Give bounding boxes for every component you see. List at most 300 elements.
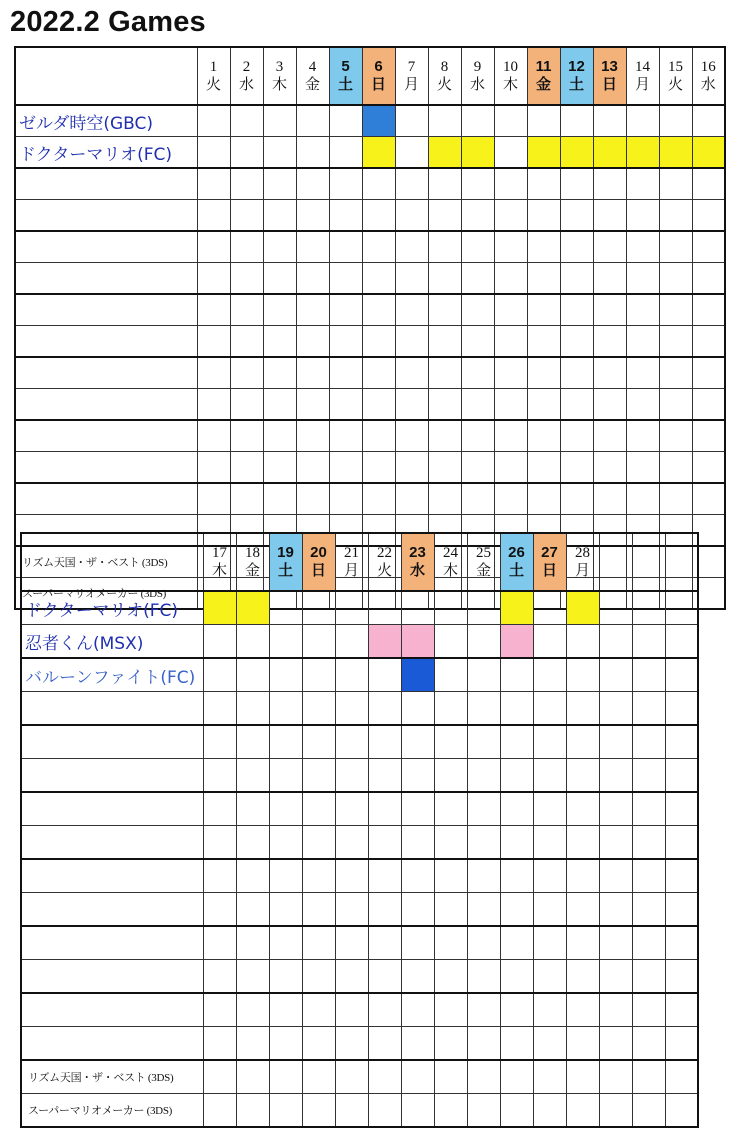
- play-day-cell[interactable]: [500, 893, 533, 927]
- play-day-cell[interactable]: [500, 826, 533, 860]
- play-day-cell[interactable]: [230, 420, 263, 452]
- play-day-cell[interactable]: [335, 893, 368, 927]
- play-day-cell[interactable]: [494, 168, 527, 200]
- play-day-cell[interactable]: [527, 263, 560, 295]
- play-day-cell[interactable]: [599, 591, 632, 625]
- play-day-cell[interactable]: [335, 658, 368, 692]
- play-day-cell[interactable]: [665, 692, 698, 726]
- play-day-cell[interactable]: [560, 357, 593, 389]
- play-day-cell[interactable]: [599, 658, 632, 692]
- play-day-cell[interactable]: [533, 993, 566, 1027]
- play-day-cell[interactable]: [368, 826, 401, 860]
- play-day-cell[interactable]: [428, 483, 461, 515]
- play-day-cell[interactable]: [527, 389, 560, 421]
- play-day-cell[interactable]: [368, 591, 401, 625]
- play-day-cell[interactable]: [500, 692, 533, 726]
- play-day-cell[interactable]: [467, 625, 500, 659]
- play-day-cell[interactable]: [665, 1094, 698, 1128]
- play-day-cell[interactable]: [269, 960, 302, 994]
- play-day-cell[interactable]: [599, 859, 632, 893]
- play-day-cell[interactable]: [302, 960, 335, 994]
- play-day-cell[interactable]: [665, 893, 698, 927]
- play-day-cell[interactable]: [434, 792, 467, 826]
- play-day-cell[interactable]: [566, 926, 599, 960]
- play-day-cell[interactable]: [296, 105, 329, 137]
- play-day-cell[interactable]: [659, 326, 692, 358]
- play-day-cell[interactable]: [230, 389, 263, 421]
- play-day-cell[interactable]: [632, 1027, 665, 1061]
- play-day-cell[interactable]: [692, 231, 725, 263]
- played-marker-yellow[interactable]: [362, 137, 395, 169]
- play-day-cell[interactable]: [467, 993, 500, 1027]
- play-day-cell[interactable]: [494, 105, 527, 137]
- play-day-cell[interactable]: [362, 420, 395, 452]
- play-day-cell[interactable]: [395, 168, 428, 200]
- play-day-cell[interactable]: [329, 294, 362, 326]
- play-day-cell[interactable]: [560, 105, 593, 137]
- play-day-cell[interactable]: [593, 452, 626, 484]
- play-day-cell[interactable]: [395, 389, 428, 421]
- play-day-cell[interactable]: [362, 357, 395, 389]
- play-day-cell[interactable]: [335, 625, 368, 659]
- play-day-cell[interactable]: [494, 357, 527, 389]
- play-day-cell[interactable]: [527, 483, 560, 515]
- play-day-cell[interactable]: [197, 483, 230, 515]
- play-day-cell[interactable]: [434, 893, 467, 927]
- play-day-cell[interactable]: [494, 483, 527, 515]
- play-day-cell[interactable]: [329, 231, 362, 263]
- play-day-cell[interactable]: [263, 420, 296, 452]
- play-day-cell[interactable]: [467, 893, 500, 927]
- play-day-cell[interactable]: [302, 893, 335, 927]
- play-day-cell[interactable]: [692, 200, 725, 232]
- play-day-cell[interactable]: [434, 625, 467, 659]
- play-day-cell[interactable]: [401, 893, 434, 927]
- played-marker-pink[interactable]: [401, 625, 434, 659]
- play-day-cell[interactable]: [362, 326, 395, 358]
- play-day-cell[interactable]: [401, 960, 434, 994]
- play-day-cell[interactable]: [461, 263, 494, 295]
- played-marker-pink[interactable]: [500, 625, 533, 659]
- play-day-cell[interactable]: [335, 826, 368, 860]
- play-day-cell[interactable]: [593, 105, 626, 137]
- play-day-cell[interactable]: [500, 1094, 533, 1128]
- play-day-cell[interactable]: [269, 859, 302, 893]
- play-day-cell[interactable]: [659, 200, 692, 232]
- play-day-cell[interactable]: [236, 826, 269, 860]
- play-day-cell[interactable]: [230, 357, 263, 389]
- play-day-cell[interactable]: [263, 389, 296, 421]
- play-day-cell[interactable]: [434, 926, 467, 960]
- play-day-cell[interactable]: [197, 389, 230, 421]
- play-day-cell[interactable]: [401, 1094, 434, 1128]
- play-day-cell[interactable]: [362, 168, 395, 200]
- play-day-cell[interactable]: [269, 993, 302, 1027]
- play-day-cell[interactable]: [428, 263, 461, 295]
- play-day-cell[interactable]: [236, 893, 269, 927]
- play-day-cell[interactable]: [626, 105, 659, 137]
- play-day-cell[interactable]: [434, 692, 467, 726]
- play-day-cell[interactable]: [395, 137, 428, 169]
- play-day-cell[interactable]: [500, 725, 533, 759]
- play-day-cell[interactable]: [335, 1094, 368, 1128]
- play-day-cell[interactable]: [659, 263, 692, 295]
- play-day-cell[interactable]: [230, 168, 263, 200]
- play-day-cell[interactable]: [434, 993, 467, 1027]
- play-day-cell[interactable]: [296, 326, 329, 358]
- play-day-cell[interactable]: [263, 357, 296, 389]
- play-day-cell[interactable]: [626, 389, 659, 421]
- play-day-cell[interactable]: [203, 725, 236, 759]
- play-day-cell[interactable]: [302, 1027, 335, 1061]
- play-day-cell[interactable]: [692, 326, 725, 358]
- play-day-cell[interactable]: [230, 137, 263, 169]
- play-day-cell[interactable]: [692, 389, 725, 421]
- play-day-cell[interactable]: [302, 1060, 335, 1094]
- play-day-cell[interactable]: [434, 1060, 467, 1094]
- play-day-cell[interactable]: [692, 168, 725, 200]
- play-day-cell[interactable]: [632, 826, 665, 860]
- play-day-cell[interactable]: [500, 1027, 533, 1061]
- play-day-cell[interactable]: [203, 625, 236, 659]
- play-day-cell[interactable]: [434, 859, 467, 893]
- play-day-cell[interactable]: [533, 926, 566, 960]
- played-marker-yellow[interactable]: [527, 137, 560, 169]
- play-day-cell[interactable]: [197, 420, 230, 452]
- play-day-cell[interactable]: [599, 792, 632, 826]
- play-day-cell[interactable]: [395, 294, 428, 326]
- play-day-cell[interactable]: [566, 893, 599, 927]
- play-day-cell[interactable]: [593, 231, 626, 263]
- play-day-cell[interactable]: [461, 357, 494, 389]
- play-day-cell[interactable]: [203, 926, 236, 960]
- play-day-cell[interactable]: [632, 792, 665, 826]
- play-day-cell[interactable]: [461, 420, 494, 452]
- play-day-cell[interactable]: [461, 105, 494, 137]
- play-day-cell[interactable]: [269, 725, 302, 759]
- play-day-cell[interactable]: [236, 1060, 269, 1094]
- play-day-cell[interactable]: [659, 294, 692, 326]
- play-day-cell[interactable]: [302, 725, 335, 759]
- play-day-cell[interactable]: [494, 231, 527, 263]
- play-day-cell[interactable]: [461, 168, 494, 200]
- play-day-cell[interactable]: [230, 200, 263, 232]
- play-day-cell[interactable]: [566, 826, 599, 860]
- play-day-cell[interactable]: [401, 1027, 434, 1061]
- play-day-cell[interactable]: [626, 452, 659, 484]
- play-day-cell[interactable]: [203, 792, 236, 826]
- play-day-cell[interactable]: [626, 263, 659, 295]
- play-day-cell[interactable]: [197, 168, 230, 200]
- play-day-cell[interactable]: [197, 263, 230, 295]
- play-day-cell[interactable]: [230, 105, 263, 137]
- play-day-cell[interactable]: [329, 137, 362, 169]
- play-day-cell[interactable]: [203, 692, 236, 726]
- play-day-cell[interactable]: [203, 960, 236, 994]
- play-day-cell[interactable]: [665, 1027, 698, 1061]
- play-day-cell[interactable]: [632, 1060, 665, 1094]
- play-day-cell[interactable]: [527, 200, 560, 232]
- play-day-cell[interactable]: [665, 826, 698, 860]
- play-day-cell[interactable]: [560, 231, 593, 263]
- play-day-cell[interactable]: [203, 658, 236, 692]
- play-day-cell[interactable]: [494, 137, 527, 169]
- play-day-cell[interactable]: [335, 859, 368, 893]
- play-day-cell[interactable]: [368, 759, 401, 793]
- play-day-cell[interactable]: [560, 389, 593, 421]
- play-day-cell[interactable]: [632, 859, 665, 893]
- play-day-cell[interactable]: [692, 452, 725, 484]
- play-day-cell[interactable]: [560, 168, 593, 200]
- play-day-cell[interactable]: [467, 658, 500, 692]
- played-marker-deep_blue[interactable]: [401, 658, 434, 692]
- play-day-cell[interactable]: [566, 859, 599, 893]
- play-day-cell[interactable]: [665, 759, 698, 793]
- play-day-cell[interactable]: [263, 200, 296, 232]
- play-day-cell[interactable]: [434, 960, 467, 994]
- play-day-cell[interactable]: [467, 759, 500, 793]
- play-day-cell[interactable]: [269, 1094, 302, 1128]
- play-day-cell[interactable]: [461, 389, 494, 421]
- play-day-cell[interactable]: [665, 725, 698, 759]
- play-day-cell[interactable]: [533, 591, 566, 625]
- play-day-cell[interactable]: [329, 263, 362, 295]
- play-day-cell[interactable]: [269, 926, 302, 960]
- play-day-cell[interactable]: [263, 483, 296, 515]
- play-day-cell[interactable]: [329, 200, 362, 232]
- play-day-cell[interactable]: [236, 960, 269, 994]
- play-day-cell[interactable]: [494, 326, 527, 358]
- play-day-cell[interactable]: [236, 759, 269, 793]
- play-day-cell[interactable]: [566, 960, 599, 994]
- play-day-cell[interactable]: [329, 168, 362, 200]
- play-day-cell[interactable]: [659, 389, 692, 421]
- play-day-cell[interactable]: [566, 759, 599, 793]
- play-day-cell[interactable]: [599, 625, 632, 659]
- play-day-cell[interactable]: [494, 200, 527, 232]
- play-day-cell[interactable]: [593, 326, 626, 358]
- play-day-cell[interactable]: [692, 263, 725, 295]
- play-day-cell[interactable]: [434, 725, 467, 759]
- play-day-cell[interactable]: [566, 725, 599, 759]
- play-day-cell[interactable]: [533, 1060, 566, 1094]
- play-day-cell[interactable]: [401, 926, 434, 960]
- play-day-cell[interactable]: [329, 105, 362, 137]
- play-day-cell[interactable]: [626, 168, 659, 200]
- play-day-cell[interactable]: [230, 326, 263, 358]
- play-day-cell[interactable]: [533, 658, 566, 692]
- play-day-cell[interactable]: [434, 1094, 467, 1128]
- play-day-cell[interactable]: [368, 692, 401, 726]
- play-day-cell[interactable]: [368, 725, 401, 759]
- play-day-cell[interactable]: [236, 792, 269, 826]
- play-day-cell[interactable]: [203, 1027, 236, 1061]
- play-day-cell[interactable]: [533, 792, 566, 826]
- play-day-cell[interactable]: [692, 420, 725, 452]
- played-marker-yellow[interactable]: [461, 137, 494, 169]
- played-marker-yellow[interactable]: [203, 591, 236, 625]
- play-day-cell[interactable]: [401, 591, 434, 625]
- play-day-cell[interactable]: [335, 591, 368, 625]
- play-day-cell[interactable]: [362, 483, 395, 515]
- play-day-cell[interactable]: [500, 960, 533, 994]
- play-day-cell[interactable]: [533, 625, 566, 659]
- played-marker-yellow[interactable]: [500, 591, 533, 625]
- play-day-cell[interactable]: [593, 200, 626, 232]
- play-day-cell[interactable]: [500, 759, 533, 793]
- play-day-cell[interactable]: [395, 452, 428, 484]
- play-day-cell[interactable]: [296, 389, 329, 421]
- play-day-cell[interactable]: [296, 294, 329, 326]
- played-marker-pink[interactable]: [368, 625, 401, 659]
- play-day-cell[interactable]: [692, 105, 725, 137]
- play-day-cell[interactable]: [659, 168, 692, 200]
- play-day-cell[interactable]: [461, 452, 494, 484]
- play-day-cell[interactable]: [401, 692, 434, 726]
- play-day-cell[interactable]: [335, 1027, 368, 1061]
- play-day-cell[interactable]: [593, 294, 626, 326]
- play-day-cell[interactable]: [467, 591, 500, 625]
- play-day-cell[interactable]: [593, 357, 626, 389]
- played-marker-yellow[interactable]: [659, 137, 692, 169]
- play-day-cell[interactable]: [527, 168, 560, 200]
- play-day-cell[interactable]: [269, 792, 302, 826]
- played-marker-yellow[interactable]: [428, 137, 461, 169]
- play-day-cell[interactable]: [296, 137, 329, 169]
- play-day-cell[interactable]: [566, 1094, 599, 1128]
- play-day-cell[interactable]: [236, 993, 269, 1027]
- play-day-cell[interactable]: [230, 483, 263, 515]
- play-day-cell[interactable]: [632, 725, 665, 759]
- play-day-cell[interactable]: [461, 231, 494, 263]
- play-day-cell[interactable]: [269, 826, 302, 860]
- play-day-cell[interactable]: [533, 893, 566, 927]
- play-day-cell[interactable]: [626, 231, 659, 263]
- play-day-cell[interactable]: [263, 263, 296, 295]
- play-day-cell[interactable]: [197, 294, 230, 326]
- play-day-cell[interactable]: [401, 792, 434, 826]
- play-day-cell[interactable]: [368, 859, 401, 893]
- play-day-cell[interactable]: [395, 263, 428, 295]
- play-day-cell[interactable]: [527, 294, 560, 326]
- play-day-cell[interactable]: [368, 960, 401, 994]
- play-day-cell[interactable]: [494, 294, 527, 326]
- play-day-cell[interactable]: [236, 926, 269, 960]
- play-day-cell[interactable]: [197, 137, 230, 169]
- play-day-cell[interactable]: [533, 1094, 566, 1128]
- play-day-cell[interactable]: [500, 658, 533, 692]
- play-day-cell[interactable]: [566, 993, 599, 1027]
- played-marker-yellow[interactable]: [626, 137, 659, 169]
- played-marker-yellow[interactable]: [560, 137, 593, 169]
- play-day-cell[interactable]: [269, 893, 302, 927]
- play-day-cell[interactable]: [626, 483, 659, 515]
- play-day-cell[interactable]: [362, 452, 395, 484]
- play-day-cell[interactable]: [467, 826, 500, 860]
- play-day-cell[interactable]: [329, 326, 362, 358]
- play-day-cell[interactable]: [500, 859, 533, 893]
- play-day-cell[interactable]: [269, 625, 302, 659]
- play-day-cell[interactable]: [692, 483, 725, 515]
- play-day-cell[interactable]: [236, 1027, 269, 1061]
- play-day-cell[interactable]: [428, 200, 461, 232]
- play-day-cell[interactable]: [362, 200, 395, 232]
- play-day-cell[interactable]: [362, 294, 395, 326]
- play-day-cell[interactable]: [335, 725, 368, 759]
- play-day-cell[interactable]: [434, 658, 467, 692]
- play-day-cell[interactable]: [335, 1060, 368, 1094]
- play-day-cell[interactable]: [593, 420, 626, 452]
- play-day-cell[interactable]: [236, 658, 269, 692]
- play-day-cell[interactable]: [197, 200, 230, 232]
- play-day-cell[interactable]: [494, 452, 527, 484]
- play-day-cell[interactable]: [500, 926, 533, 960]
- play-day-cell[interactable]: [599, 926, 632, 960]
- play-day-cell[interactable]: [560, 326, 593, 358]
- play-day-cell[interactable]: [428, 389, 461, 421]
- play-day-cell[interactable]: [659, 231, 692, 263]
- play-day-cell[interactable]: [434, 591, 467, 625]
- play-day-cell[interactable]: [560, 263, 593, 295]
- play-day-cell[interactable]: [401, 859, 434, 893]
- play-day-cell[interactable]: [329, 483, 362, 515]
- play-day-cell[interactable]: [527, 420, 560, 452]
- play-day-cell[interactable]: [665, 792, 698, 826]
- play-day-cell[interactable]: [197, 357, 230, 389]
- play-day-cell[interactable]: [401, 1060, 434, 1094]
- play-day-cell[interactable]: [461, 483, 494, 515]
- play-day-cell[interactable]: [368, 1027, 401, 1061]
- play-day-cell[interactable]: [599, 1094, 632, 1128]
- play-day-cell[interactable]: [428, 294, 461, 326]
- play-day-cell[interactable]: [467, 792, 500, 826]
- play-day-cell[interactable]: [461, 200, 494, 232]
- play-day-cell[interactable]: [434, 1027, 467, 1061]
- play-day-cell[interactable]: [401, 725, 434, 759]
- play-day-cell[interactable]: [203, 859, 236, 893]
- play-day-cell[interactable]: [395, 326, 428, 358]
- play-day-cell[interactable]: [659, 357, 692, 389]
- play-day-cell[interactable]: [665, 591, 698, 625]
- play-day-cell[interactable]: [263, 452, 296, 484]
- play-day-cell[interactable]: [467, 859, 500, 893]
- play-day-cell[interactable]: [236, 692, 269, 726]
- play-day-cell[interactable]: [428, 452, 461, 484]
- play-day-cell[interactable]: [335, 993, 368, 1027]
- play-day-cell[interactable]: [566, 1027, 599, 1061]
- play-day-cell[interactable]: [560, 483, 593, 515]
- play-day-cell[interactable]: [203, 893, 236, 927]
- play-day-cell[interactable]: [527, 326, 560, 358]
- play-day-cell[interactable]: [593, 168, 626, 200]
- play-day-cell[interactable]: [659, 420, 692, 452]
- play-day-cell[interactable]: [368, 893, 401, 927]
- play-day-cell[interactable]: [263, 137, 296, 169]
- play-day-cell[interactable]: [428, 357, 461, 389]
- play-day-cell[interactable]: [593, 389, 626, 421]
- play-day-cell[interactable]: [302, 859, 335, 893]
- play-day-cell[interactable]: [599, 893, 632, 927]
- play-day-cell[interactable]: [566, 1060, 599, 1094]
- play-day-cell[interactable]: [302, 926, 335, 960]
- played-marker-yellow[interactable]: [236, 591, 269, 625]
- play-day-cell[interactable]: [599, 993, 632, 1027]
- play-day-cell[interactable]: [665, 1060, 698, 1094]
- play-day-cell[interactable]: [533, 960, 566, 994]
- play-day-cell[interactable]: [197, 326, 230, 358]
- play-day-cell[interactable]: [434, 759, 467, 793]
- play-day-cell[interactable]: [302, 1094, 335, 1128]
